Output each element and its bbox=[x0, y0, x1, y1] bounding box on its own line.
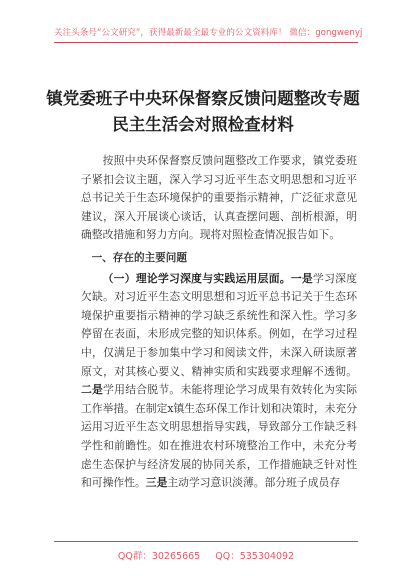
ordinal-marker: 一是 bbox=[290, 271, 313, 285]
intro-paragraph: 按照中央环保督察反馈问题整改工作要求，镇党委班子紧扣会议主题，深入学习习近平生态文明思想和习近平总书记关于生态环境保护的重要指示精神，广泛征求意见建议，深入开展谈心谈话，认真查摆问题、剖析根源，明确整改措施和努力方向。现将对照检查情况报告如下。 bbox=[81, 154, 357, 242]
problem-paragraph bbox=[81, 270, 357, 493]
header-divider bbox=[54, 42, 358, 43]
paragraph-text: 学习深度欠缺。对习近平生态文明思想和习近平总书记关于生态环境保护重要指示精神的学习缺乏系统性和深入性。学习多停留在表面，未形成完整的知识体系。例如，在学习过程中，仅满足于参加集中学习和阅读文件，未深入研读原著原文，对其核心要义、精神实质和实践要求理解不透彻。 bbox=[81, 271, 358, 378]
subheading: （一）理论学习深度与实践运用层面。 bbox=[102, 271, 291, 285]
footer-qq: QQ：535304092 bbox=[215, 551, 295, 562]
footer-qq-group: QQ群：30265665 bbox=[117, 551, 201, 562]
paragraph-text: 学用结合脱节。未能将理论学习成果有效转化为实际工作举措。在制定x镇生态环保工作计划和决策时，未充分运用习近平生态文明思想指导实践，导致部分工作缺乏科学性和前瞻性。如在推进农村环境整治工作中，未充分考虑生态保护与经济发展的协同关系，工作措施缺乏针对性和可操作性。 bbox=[81, 383, 358, 490]
footer-divider bbox=[54, 541, 358, 542]
header-promo-note: 关注头条号“公文研究”，获得最新最全最专业的公文资料库！ 微信：gongwenyj bbox=[54, 28, 363, 38]
footer-contact bbox=[54, 548, 358, 562]
paragraph-text: 主动学习意识淡薄。部分班子成员存 bbox=[167, 476, 341, 490]
section-heading: 一、存在的主要问题 bbox=[91, 251, 187, 264]
document-body bbox=[81, 152, 357, 493]
ordinal-marker: 二是 bbox=[81, 383, 104, 397]
ordinal-marker: 三是 bbox=[145, 476, 168, 490]
document-title: 镇党委班子中央环保督察反馈问题整改专题民主生活会对照检查材料 bbox=[46, 89, 360, 134]
